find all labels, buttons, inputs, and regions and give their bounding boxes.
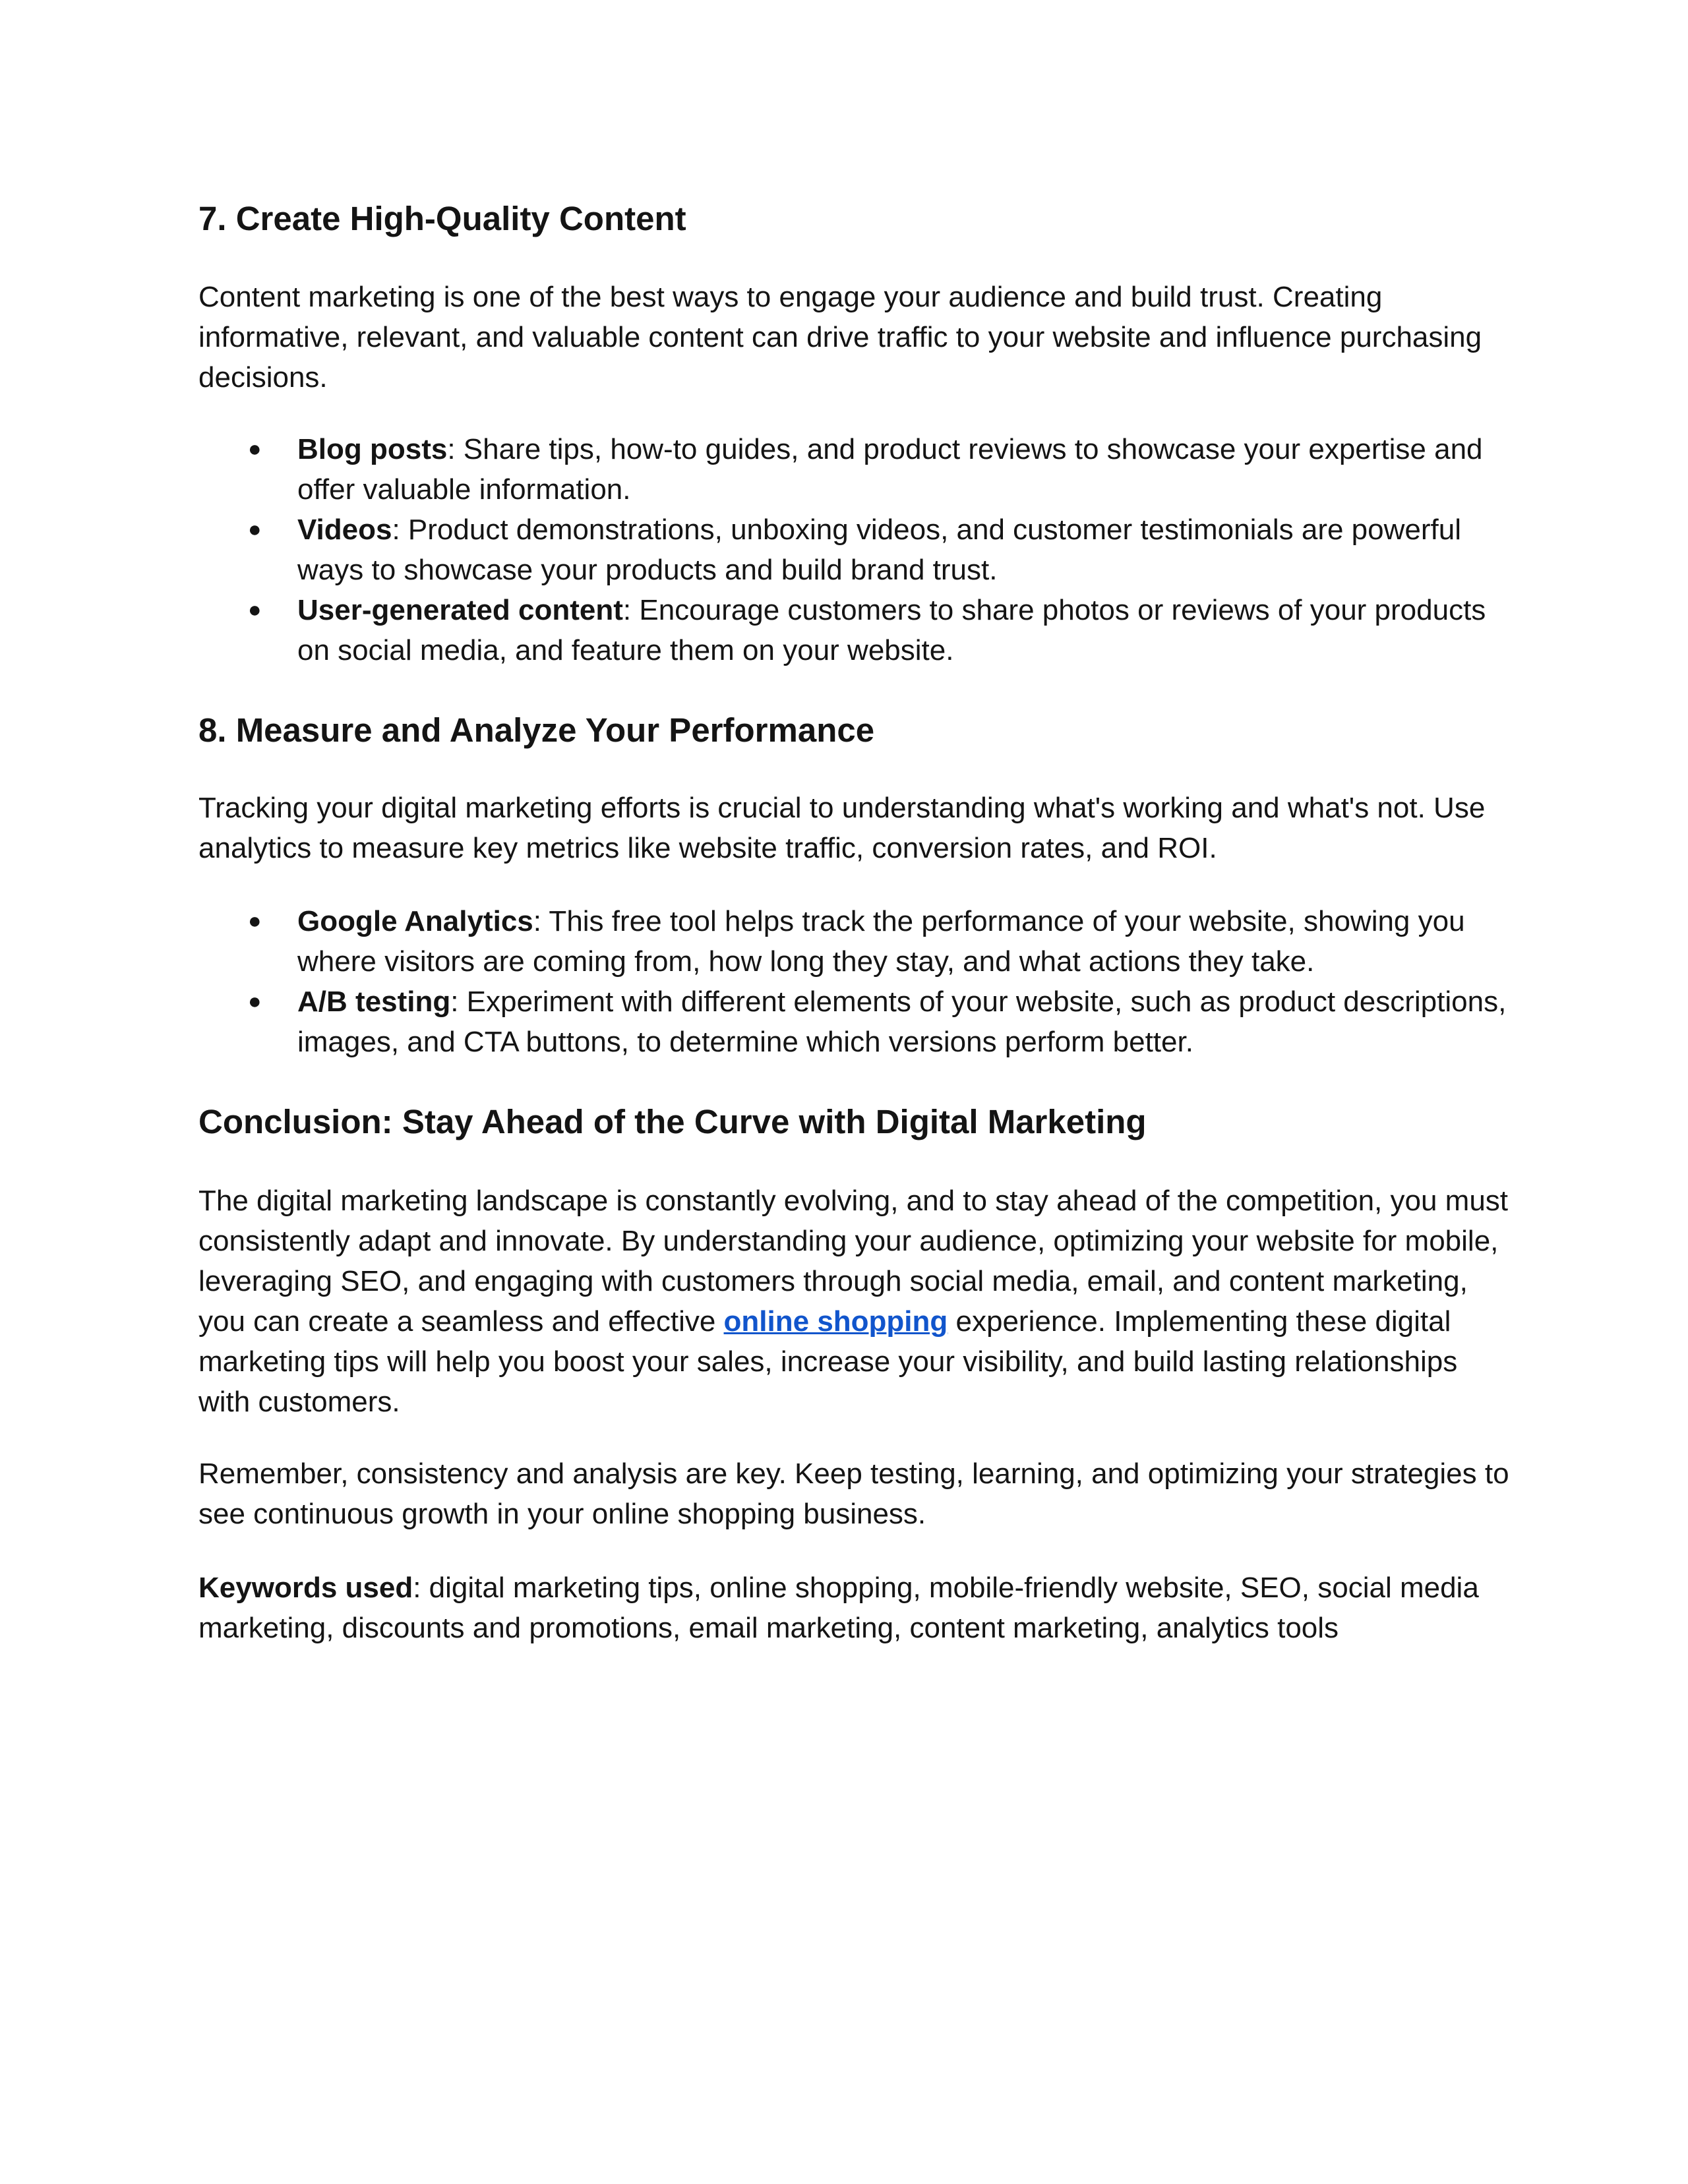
list-item-text: : Share tips, how-to guides, and product reviews to showcase your expertise and offer valuable information. — [297, 433, 1483, 506]
closing-paragraph: Remember, consistency and analysis are key. Keep testing, learning, and optimizing your strategies to see continuous growth in your online shopping business. — [198, 1458, 1509, 1530]
list-item-term: Google Analytics — [297, 905, 533, 937]
content-types-list — [198, 429, 1511, 670]
list-item — [198, 982, 1511, 1062]
list-item-term: A/B testing — [297, 986, 451, 1018]
conclusion-paragraph — [198, 1181, 1511, 1422]
conclusion-text-after-link: experience. Implementing these digital marketing tips will help you boost your sales, increase your visibility, and build lasting relationships with customers. — [198, 1305, 1458, 1418]
section-paragraph-create-content: Content marketing is one of the best ways to engage your audience and build trust. Creating informative, relevant, and valuable content can drive traffic to your website and influence purchasing decisions. — [198, 281, 1482, 394]
section-heading-measure-performance: 8. Measure and Analyze Your Performance — [198, 711, 875, 749]
section-paragraph-measure-performance: Tracking your digital marketing efforts is crucial to understanding what's working and what's not. Use analytics to measure key metrics like website traffic, conversion rates, and ROI. — [198, 792, 1486, 864]
section-heading-create-content: 7. Create High-Quality Content — [198, 200, 686, 237]
keywords-label: Keywords used — [198, 1572, 413, 1604]
list-item-text: : This free tool helps track the performance of your website, showing you where visitors are coming from, how long they stay, and what actions they take. — [297, 905, 1465, 978]
bullet-icon: ● — [248, 908, 262, 933]
list-item — [198, 510, 1511, 590]
list-item — [198, 901, 1511, 982]
list-item-text: : Encourage customers to share photos or reviews of your products on social media, and feature them on your website. — [297, 594, 1486, 666]
bullet-icon: ● — [248, 597, 262, 622]
bullet-icon: ● — [248, 517, 262, 542]
bullet-icon: ● — [248, 436, 262, 461]
bullet-icon: ● — [248, 989, 262, 1014]
keywords-paragraph — [198, 1568, 1511, 1648]
list-item — [198, 590, 1511, 670]
list-item-term: User-generated content — [297, 594, 623, 626]
list-item — [198, 429, 1511, 510]
keywords-text: : digital marketing tips, online shopping, mobile-friendly website, SEO, social media marketing, discounts and promotions, email marketing, content marketing, analytics tools — [198, 1572, 1479, 1644]
analytics-tools-list — [198, 901, 1511, 1062]
conclusion-heading: Conclusion: Stay Ahead of the Curve with Digital Marketing — [198, 1103, 1147, 1140]
list-item-term: Blog posts — [297, 433, 448, 465]
online-shopping-link[interactable]: online shopping — [723, 1305, 948, 1338]
list-item-text: : Experiment with different elements of your website, such as product descriptions, images, and CTA buttons, to determine which versions perform better. — [297, 986, 1507, 1058]
list-item-term: Videos — [297, 514, 392, 546]
conclusion-text-before-link: The digital marketing landscape is constantly evolving, and to stay ahead of the competition, you must consistently adapt and innovate. By understanding your audience, optimizing your website for mobile, leveraging SEO, and engaging with customers through social media, email, and content marketing, you can create a seamless and effective — [198, 1185, 1509, 1338]
list-item-text: : Product demonstrations, unboxing videos, and customer testimonials are powerful ways to showcase your products and build brand trust. — [297, 514, 1461, 586]
